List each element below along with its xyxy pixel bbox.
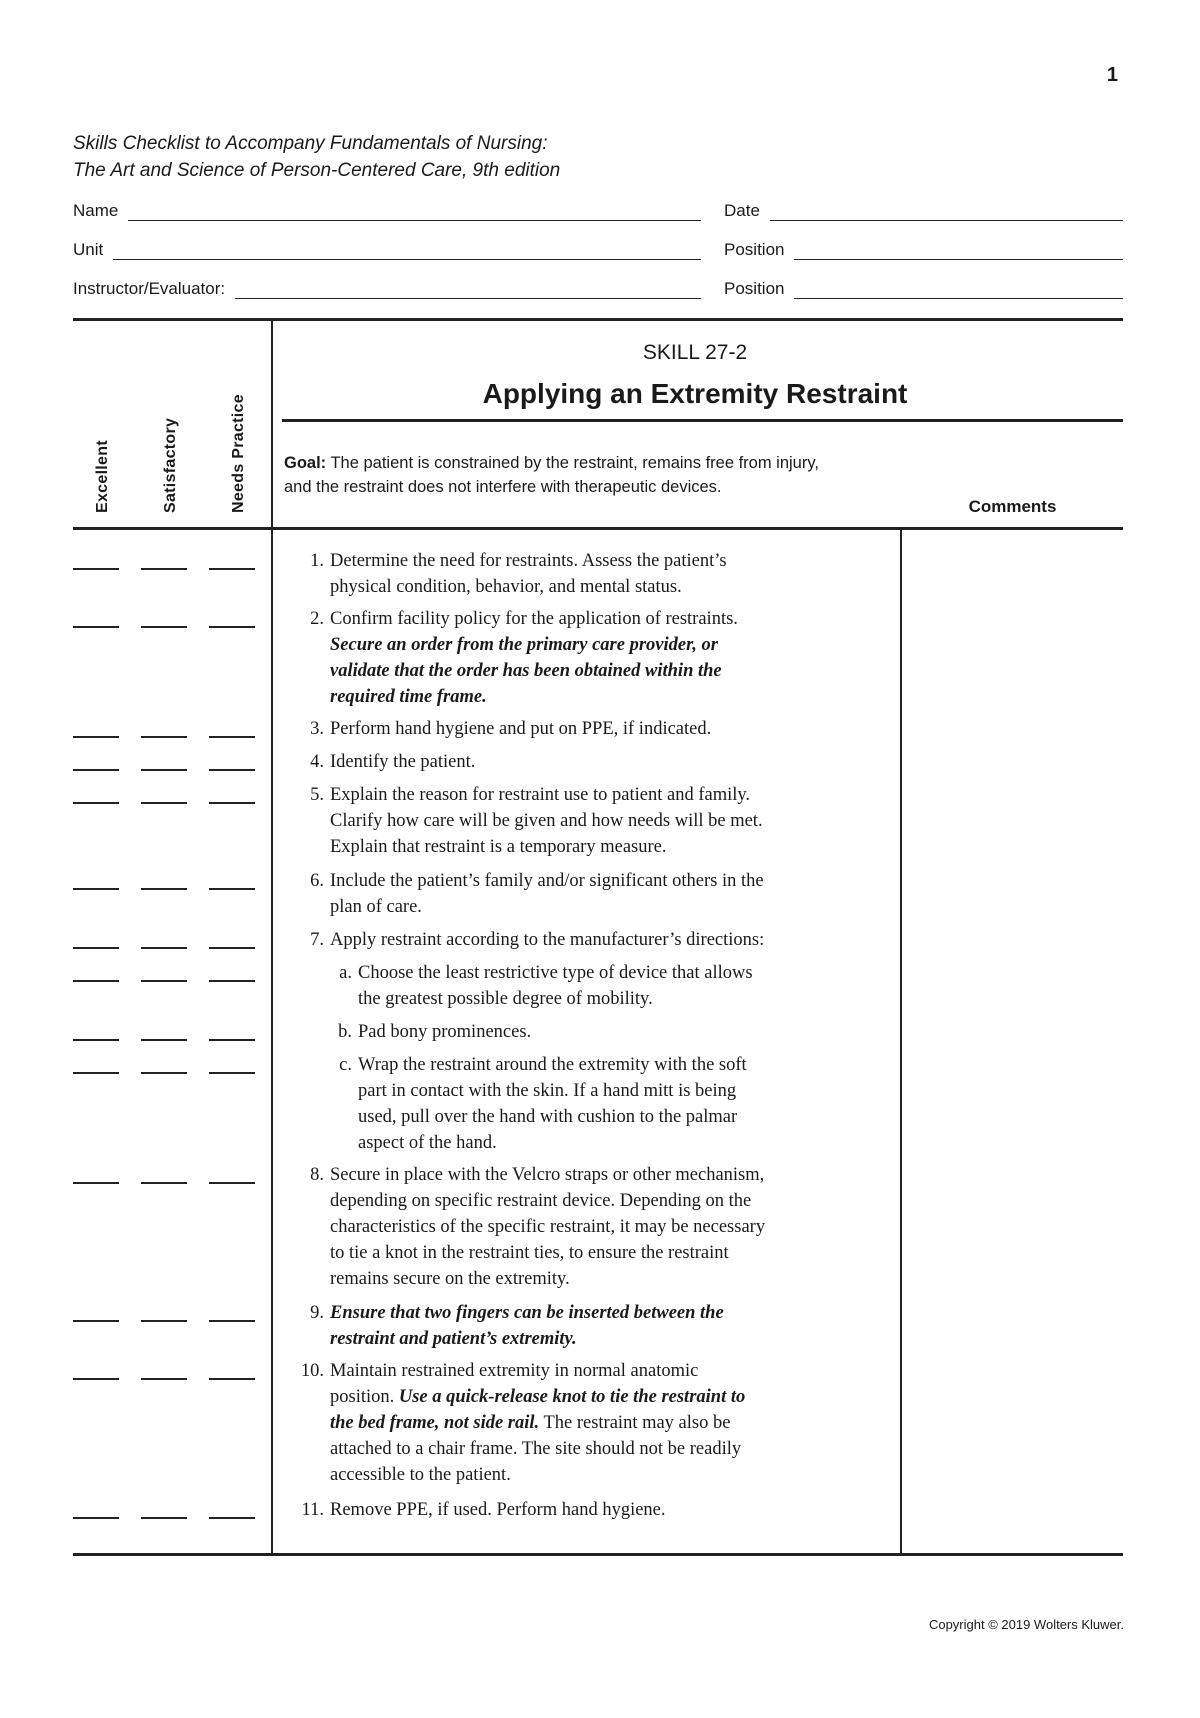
- rating-blanks-step-7c: [73, 1072, 258, 1074]
- book-title-line-1: Skills Checklist to Accompany Fundamentals of Nursing:: [73, 133, 548, 154]
- rating-blank-needs-practice[interactable]: [209, 888, 255, 890]
- skill-title: Applying an Extremity Restraint: [482, 378, 908, 409]
- rating-column-divider: [271, 320, 273, 1553]
- comments-header: Comments: [968, 497, 1057, 516]
- rating-blank-needs-practice[interactable]: [209, 1320, 255, 1322]
- book-title: [73, 130, 560, 184]
- step-text-line: used, pull over the hand with cushion to the palmar: [358, 1107, 738, 1127]
- rating-blanks-step-7: [73, 947, 258, 949]
- rating-blank-satisfactory[interactable]: [141, 1072, 187, 1074]
- step-text-line: aspect of the hand.: [358, 1133, 497, 1153]
- step-text-line: Secure an order from the primary care provider, or: [330, 635, 718, 655]
- position-field-2[interactable]: [724, 275, 1123, 299]
- step-number: 11.: [301, 1500, 324, 1520]
- step-text-line: Include the patient’s family and/or significant others in the: [330, 871, 764, 891]
- rating-blanks-step-3: [73, 736, 258, 738]
- rating-blank-excellent[interactable]: [73, 626, 119, 628]
- step-1: [282, 548, 902, 600]
- rating-blanks-step-6: [73, 888, 258, 890]
- step-text-line: characteristics of the specific restraint, it may be necessary: [330, 1217, 766, 1237]
- rating-blank-satisfactory[interactable]: [141, 769, 187, 771]
- rating-blank-satisfactory[interactable]: [141, 1378, 187, 1380]
- table-top-rule: [73, 318, 1123, 321]
- rating-blank-excellent[interactable]: [73, 568, 119, 570]
- step-text-plain: The restraint may also be: [543, 1413, 731, 1433]
- date-line[interactable]: [770, 204, 1123, 221]
- rating-blanks-step-8: [73, 1182, 258, 1184]
- step-number: 2.: [310, 609, 324, 629]
- rating-blank-excellent[interactable]: [73, 947, 119, 949]
- unit-field[interactable]: [73, 236, 701, 260]
- substep-letter: c.: [339, 1055, 352, 1075]
- position-label-1: Position: [724, 240, 785, 259]
- rating-blank-excellent[interactable]: [73, 736, 119, 738]
- rating-blank-needs-practice[interactable]: [209, 568, 255, 570]
- step-11: [282, 1497, 902, 1523]
- step-text-line: Choose the least restrictive type of device that allows: [358, 963, 753, 983]
- rating-blank-satisfactory[interactable]: [141, 888, 187, 890]
- step-number: 6.: [310, 871, 324, 891]
- rating-blank-satisfactory[interactable]: [141, 568, 187, 570]
- rating-blank-needs-practice[interactable]: [209, 1039, 255, 1041]
- step-text-line: remains secure on the extremity.: [330, 1269, 570, 1289]
- step-number: 5.: [310, 785, 324, 805]
- step-10: [282, 1358, 902, 1488]
- position-line-1[interactable]: [794, 243, 1123, 260]
- rating-blank-satisfactory[interactable]: [141, 980, 187, 982]
- step-text-line: to tie a knot in the restraint ties, to ensure the restraint: [330, 1243, 729, 1263]
- unit-label: Unit: [73, 240, 104, 259]
- rating-blank-needs-practice[interactable]: [209, 769, 255, 771]
- rating-blank-needs-practice[interactable]: [209, 1072, 255, 1074]
- rating-blanks-step-7b: [73, 1039, 258, 1041]
- step-text-line: Pad bony prominences.: [358, 1022, 532, 1042]
- step-text-line: required time frame.: [330, 687, 487, 707]
- column-header-excellent: Excellent: [94, 440, 111, 513]
- step-text-line: plan of care.: [330, 897, 422, 917]
- rating-blank-needs-practice[interactable]: [209, 1182, 255, 1184]
- page-number: 1: [1106, 64, 1118, 86]
- step-text-line: Clarify how care will be given and how needs will be met.: [330, 811, 763, 831]
- step-text-line: Wrap the restraint around the extremity with the soft: [358, 1055, 747, 1075]
- rating-blank-excellent[interactable]: [73, 1320, 119, 1322]
- step-text-line: [330, 1384, 902, 1410]
- step-text-line: depending on specific restraint device. Depending on the: [330, 1191, 752, 1211]
- step-text-line: validate that the order has been obtained within the: [330, 661, 722, 681]
- step-number: 7.: [310, 930, 324, 950]
- copyright-notice: Copyright © 2019 Wolters Kluwer.: [928, 1617, 1124, 1632]
- rating-blank-excellent[interactable]: [73, 980, 119, 982]
- rating-blank-satisfactory[interactable]: [141, 736, 187, 738]
- step-text-line: the greatest possible degree of mobility.: [358, 989, 653, 1009]
- step-7b: [282, 1019, 902, 1045]
- step-text-line: Remove PPE, if used. Perform hand hygiene.: [330, 1500, 666, 1520]
- step-text-line: Confirm facility policy for the application of restraints.: [330, 609, 738, 629]
- step-6: [282, 868, 902, 920]
- position-field-1[interactable]: [724, 236, 1123, 260]
- rating-blank-excellent[interactable]: [73, 1072, 119, 1074]
- step-5: [282, 782, 902, 860]
- name-field[interactable]: [73, 197, 701, 221]
- substep-letter: b.: [338, 1022, 352, 1042]
- rating-blank-excellent[interactable]: [73, 1039, 119, 1041]
- date-field[interactable]: [724, 197, 1123, 221]
- rating-blank-needs-practice[interactable]: [209, 802, 255, 804]
- step-number: 4.: [310, 752, 324, 772]
- rating-blanks-step-9: [73, 1320, 258, 1322]
- instructor-label: Instructor/Evaluator:: [73, 279, 226, 298]
- rating-blanks-step-7a: [73, 980, 258, 982]
- step-text-line: Explain the reason for restraint use to patient and family.: [330, 785, 751, 805]
- rating-blanks-step-1: [73, 568, 258, 570]
- rating-blank-excellent[interactable]: [73, 1517, 119, 1519]
- rating-blank-needs-practice[interactable]: [209, 980, 255, 982]
- instructor-field[interactable]: [73, 275, 701, 299]
- rating-blank-excellent[interactable]: [73, 769, 119, 771]
- rating-blank-excellent[interactable]: [73, 802, 119, 804]
- step-text-line: attached to a chair frame. The site should not be readily: [330, 1439, 742, 1459]
- rating-blank-satisfactory[interactable]: [141, 802, 187, 804]
- step-number: 1.: [310, 551, 324, 571]
- step-2: [282, 606, 902, 710]
- step-text-line: Maintain restrained extremity in normal anatomic: [330, 1361, 699, 1381]
- step-7a: [282, 960, 902, 1012]
- step-7: [282, 927, 902, 953]
- step-text-line: [330, 1410, 902, 1436]
- step-text-line: Secure in place with the Velcro straps or other mechanism,: [330, 1165, 765, 1185]
- step-text-plain: position.: [330, 1387, 395, 1407]
- position-line-2[interactable]: [794, 282, 1123, 299]
- rating-blank-excellent[interactable]: [73, 1182, 119, 1184]
- goal-body: The patient is constrained by the restraint, remains free from injury, and the restraint does not interfere with therapeutic devices.: [284, 454, 819, 496]
- step-text-emphasis: the bed frame, not side rail.: [330, 1413, 540, 1433]
- goal-label: Goal:: [284, 454, 327, 472]
- step-8: [282, 1162, 902, 1292]
- step-number: 8.: [310, 1165, 324, 1185]
- goal-text: [284, 451, 844, 499]
- step-text-line: Apply restraint according to the manufacturer’s directions:: [330, 930, 765, 950]
- rating-blank-satisfactory[interactable]: [141, 1320, 187, 1322]
- rating-blank-satisfactory[interactable]: [141, 1517, 187, 1519]
- substep-letter: a.: [339, 963, 352, 983]
- column-header-satisfactory: Satisfactory: [162, 417, 179, 513]
- step-text-line: restraint and patient’s extremity.: [330, 1329, 577, 1349]
- name-label: Name: [73, 201, 119, 220]
- date-label: Date: [724, 201, 760, 220]
- rating-blank-excellent[interactable]: [73, 888, 119, 890]
- step-9: [282, 1300, 902, 1352]
- book-title-line-2: The Art and Science of Person-Centered Care, 9th edition: [73, 160, 561, 181]
- table-bottom-rule: [73, 1553, 1123, 1556]
- step-number: 9.: [310, 1303, 324, 1323]
- step-3: [282, 716, 902, 742]
- position-label-2: Position: [724, 279, 785, 298]
- rating-blank-needs-practice[interactable]: [209, 1378, 255, 1380]
- rating-blank-needs-practice[interactable]: [209, 1517, 255, 1519]
- rating-blank-needs-practice[interactable]: [209, 947, 255, 949]
- unit-line[interactable]: [113, 243, 701, 260]
- header-bottom-rule: [73, 527, 1123, 530]
- step-number: 10.: [300, 1361, 324, 1381]
- name-line[interactable]: [128, 204, 701, 221]
- step-text-line: part in contact with the skin. If a hand mitt is being: [358, 1081, 737, 1101]
- step-text-line: Determine the need for restraints. Assess the patient’s: [330, 551, 727, 571]
- step-text-line: Ensure that two fingers can be inserted between the: [330, 1303, 724, 1323]
- rating-blanks-step-2: [73, 626, 258, 628]
- rating-blank-satisfactory[interactable]: [141, 1182, 187, 1184]
- step-4: [282, 749, 902, 775]
- rating-blank-satisfactory[interactable]: [141, 626, 187, 628]
- title-underline: [282, 419, 1123, 422]
- step-number: 3.: [310, 719, 324, 739]
- rating-blank-satisfactory[interactable]: [141, 1039, 187, 1041]
- rating-blank-excellent[interactable]: [73, 1378, 119, 1380]
- column-header-needs-practice: Needs Practice: [230, 394, 247, 513]
- step-text-line: Perform hand hygiene and put on PPE, if indicated.: [330, 719, 712, 739]
- step-text-line: Explain that restraint is a temporary measure.: [330, 837, 667, 857]
- step-text-line: accessible to the patient.: [330, 1465, 511, 1485]
- rating-blank-needs-practice[interactable]: [209, 626, 255, 628]
- step-text-line: Identify the patient.: [330, 752, 476, 772]
- step-text-emphasis: Use a quick-release knot to tie the restraint to: [398, 1387, 746, 1407]
- skill-number: SKILL 27-2: [642, 341, 748, 364]
- step-7c: [282, 1052, 902, 1156]
- instructor-line[interactable]: [235, 282, 701, 299]
- rating-blank-needs-practice[interactable]: [209, 736, 255, 738]
- step-text-line: physical condition, behavior, and mental status.: [330, 577, 682, 597]
- rating-blanks-step-4: [73, 769, 258, 771]
- rating-blanks-step-11: [73, 1517, 258, 1519]
- rating-blanks-step-10: [73, 1378, 258, 1380]
- rating-blank-satisfactory[interactable]: [141, 947, 187, 949]
- rating-blanks-step-5: [73, 802, 258, 804]
